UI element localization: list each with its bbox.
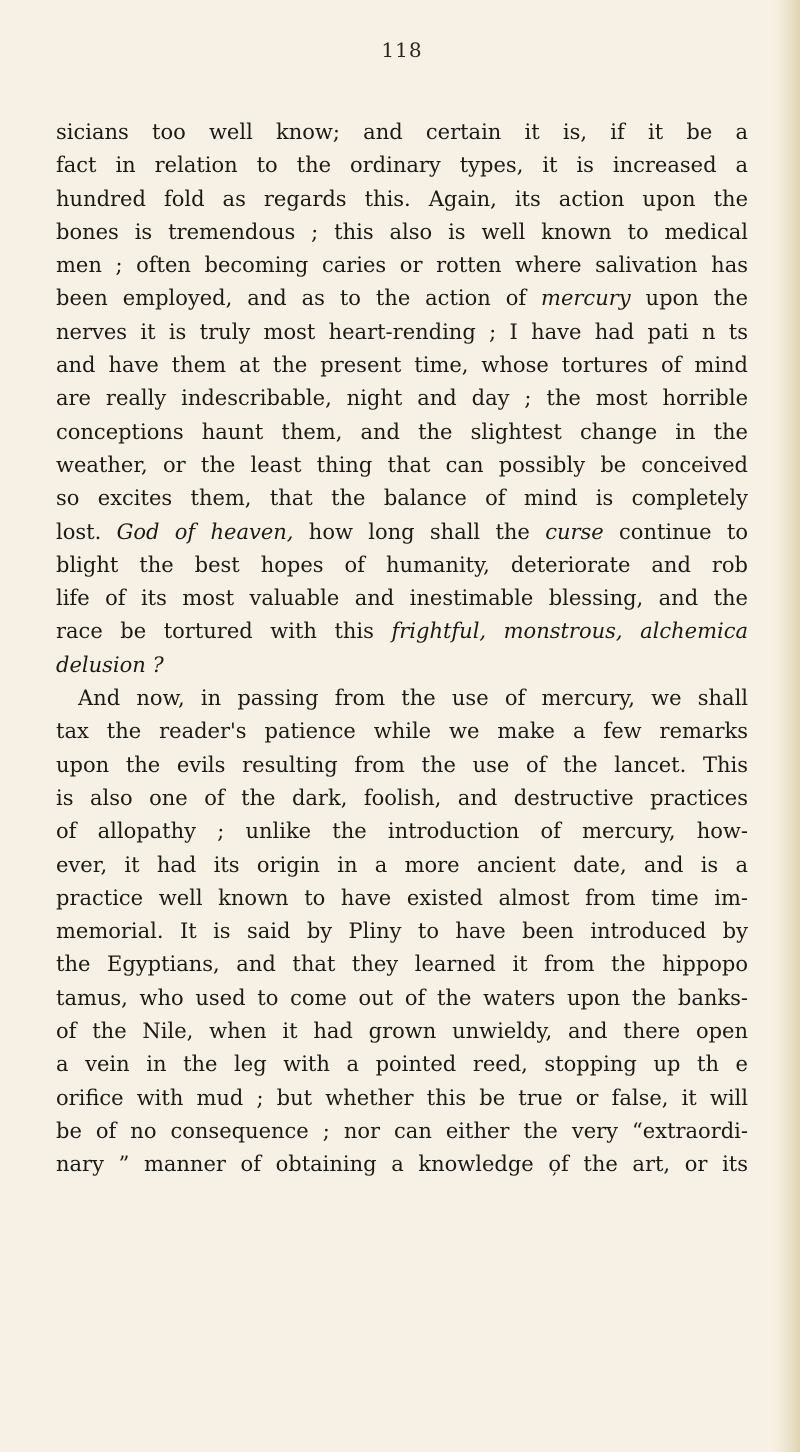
italic-text: delusion ? <box>56 652 164 677</box>
text-segment: nary ” manner of obtaining a knowledge o̦f the art, or its <box>56 1152 748 1177</box>
text-line <box>56 1082 748 1115</box>
text-segment: lost. <box>56 519 117 544</box>
text-line <box>56 1148 748 1181</box>
page-number: 118 <box>381 38 423 62</box>
text-segment: be of no consequence ; nor can either the very “extraordi- <box>56 1118 748 1143</box>
text-segment: of allopathy ; unlike the introduction of mercury, how- <box>56 819 748 844</box>
text-line <box>56 682 748 715</box>
text-segment: how long shall the <box>293 519 546 544</box>
text-line <box>56 749 748 782</box>
text-segment: memorial. It is said by Pliny to have been introduced by <box>56 919 748 944</box>
text-line <box>56 1015 748 1048</box>
text-line <box>56 1115 748 1148</box>
text-segment: orifice with mud ; but whether this be true or false, it will <box>56 1085 748 1110</box>
text-segment: ever, it had its origin in a more ancient date, and is a <box>56 852 748 877</box>
text-line <box>56 948 748 981</box>
text-segment: blight the best hopes of humanity, deteriorate and rob <box>56 552 748 577</box>
text-line <box>56 549 748 582</box>
text-segment: nerves it is truly most heart-rending ; I have had pati n ts <box>56 319 748 344</box>
text-line <box>56 416 748 449</box>
text-segment: And now, in passing from the use of mercury, we shall <box>78 686 748 711</box>
text-segment: upon the evils resulting from the use of the lancet. This <box>56 752 748 777</box>
text-segment: life of its most valuable and inestimable blessing, and the <box>56 586 748 611</box>
text-segment: so excites them, that the balance of mind is completely <box>56 486 748 511</box>
text-line <box>56 582 748 615</box>
text-line <box>56 149 748 182</box>
text-segment: fact in relation to the ordinary types, it is increased a <box>56 153 748 178</box>
text-segment: race be tortured with this <box>56 619 392 644</box>
text-segment: conceptions haunt them, and the slightest change in the <box>56 419 748 444</box>
text-line <box>56 849 748 882</box>
text-line <box>56 282 748 315</box>
text-segment: tax the reader's patience while we make a few remarks <box>56 719 748 744</box>
text-line <box>56 116 748 149</box>
text-line <box>56 316 748 349</box>
text-segment: are really indescribable, night and day ; the most horrible <box>56 386 748 411</box>
text-line <box>56 183 748 216</box>
text-segment: is also one of the dark, foolish, and destructive practices <box>56 785 748 810</box>
italic-text: God of heaven, <box>116 519 294 544</box>
text-segment: continue to <box>603 519 748 544</box>
text-line <box>56 649 748 682</box>
italic-text: curse <box>545 519 604 544</box>
text-segment: bones is tremendous ; this also is well known to medical <box>56 219 748 244</box>
text-line <box>56 782 748 815</box>
text-segment: tamus, who used to come out of the waters upon the banks- <box>56 985 748 1010</box>
text-segment: sicians too well know; and certain it is, if it be a <box>56 120 748 144</box>
italic-text: mercury <box>541 286 631 311</box>
text-line <box>56 615 748 648</box>
text-segment: been employed, and as to the action of <box>56 286 542 311</box>
text-segment: weather, or the least thing that can possibly be conceived <box>56 452 748 477</box>
italic-text: frightful, monstrous, alchemica <box>391 619 748 644</box>
text-line <box>56 882 748 915</box>
text-segment: practice well known to have existed almost from time im- <box>56 885 748 910</box>
text-segment: and have them at the present time, whose tortures of mind <box>56 353 748 378</box>
text-line <box>56 382 748 415</box>
text-line <box>56 715 748 748</box>
text-segment: upon the <box>630 286 748 311</box>
text-line <box>56 349 748 382</box>
page-edge-shading <box>774 0 800 1452</box>
text-segment: of the Nile, when it had grown unwieldy, and there open <box>56 1019 748 1044</box>
text-segment: a vein in the leg with a pointed reed, stopping up th e <box>56 1052 748 1077</box>
text-line <box>56 482 748 515</box>
text-line <box>56 815 748 848</box>
text-line <box>56 249 748 282</box>
text-line <box>56 449 748 482</box>
text-line <box>56 915 748 948</box>
text-line <box>56 516 748 549</box>
text-segment: the Egyptians, and that they learned it from the hippopo <box>56 952 748 977</box>
text-line <box>56 982 748 1015</box>
text-line <box>56 1048 748 1081</box>
body-text <box>56 116 748 1182</box>
text-segment: men ; often becoming caries or rotten where salivation has <box>56 253 748 278</box>
text-segment: hundred fold as regards this. Again, its action upon the <box>56 186 748 211</box>
text-line <box>56 216 748 249</box>
